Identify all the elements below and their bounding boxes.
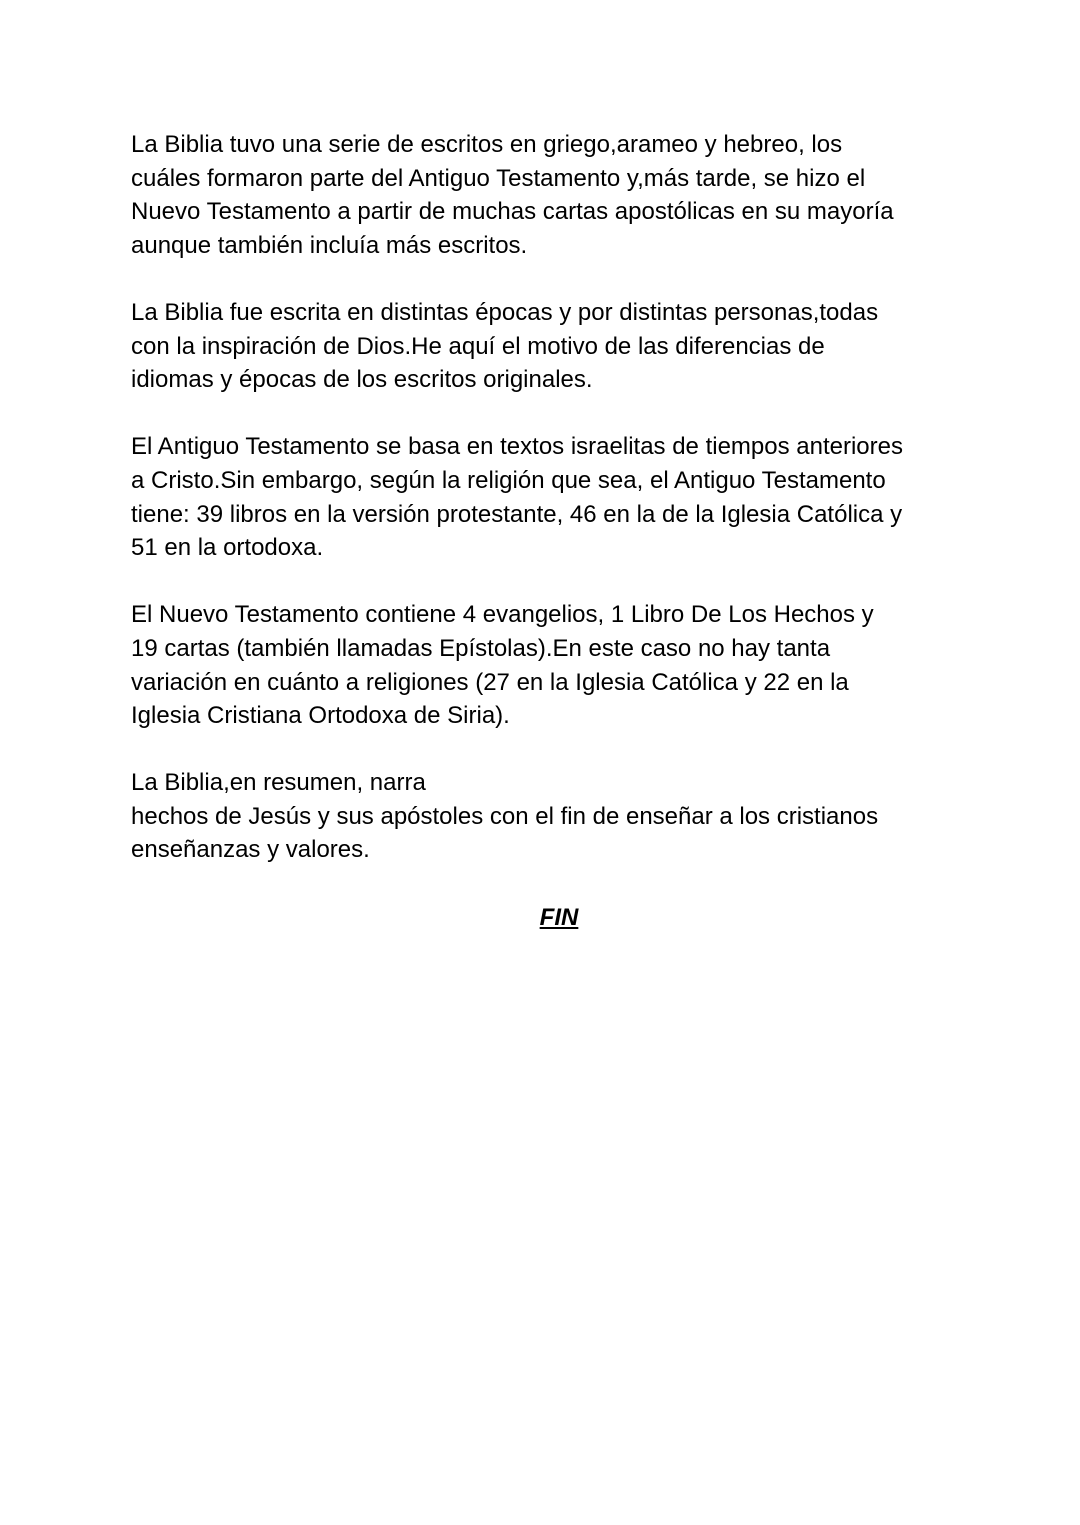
- paragraph-line: La Biblia tuvo una serie de escritos en griego,arameo y hebreo, los: [131, 131, 843, 158]
- paragraph-authorship: [131, 296, 961, 397]
- paragraph-summary: [131, 766, 961, 867]
- paragraph-line: con la inspiración de Dios.He aquí el motivo de las diferencias de: [131, 332, 825, 360]
- paragraph-line: Nuevo Testamento a partir de muchas cartas apostólicas en su mayoría: [131, 198, 894, 226]
- paragraph-line: variación en cuánto a religiones (27 en la Iglesia Católica y 22 en la: [131, 668, 849, 696]
- paragraph-line: El Antiguo Testamento se basa en textos israelitas de tiempos anteriores: [131, 433, 903, 461]
- document-body: [131, 128, 961, 934]
- closing-fin: FIN: [539, 903, 579, 931]
- paragraph-line: La Biblia fue escrita en distintas épocas y por distintas personas,todas: [131, 298, 879, 326]
- paragraph-origins: [131, 128, 961, 262]
- paragraph-line: cuáles formaron parte del Antiguo Testamento y,más tarde, se hizo el: [131, 164, 866, 192]
- paragraph-line: aunque también incluía más escritos.: [131, 231, 528, 259]
- paragraph-line: hechos de Jesús y sus apóstoles con el fin de enseñar a los cristianos: [131, 802, 879, 830]
- paragraph-line: El Nuevo Testamento contiene 4 evangelios, 1 Libro De Los Hechos y: [131, 601, 874, 629]
- paragraph-old-testament: [131, 430, 961, 564]
- paragraph-line: a Cristo.Sin embargo, según la religión que sea, el Antiguo Testamento: [131, 466, 886, 494]
- paragraph-line: Iglesia Cristiana Ortodoxa de Siria).: [131, 702, 510, 730]
- paragraph-line: enseñanzas y valores.: [131, 836, 370, 864]
- paragraph-line: 51 en la ortodoxa.: [131, 534, 324, 562]
- paragraph-line: La Biblia,en resumen, narra: [131, 769, 426, 797]
- paragraph-line: 19 cartas (también llamadas Epístolas).En este caso no hay tanta: [131, 634, 831, 662]
- paragraph-new-testament: [131, 598, 961, 732]
- paragraph-line: idiomas y épocas de los escritos originales.: [131, 366, 593, 394]
- paragraph-line: tiene: 39 libros en la versión protestante, 46 en la de la Iglesia Católica y: [131, 500, 903, 528]
